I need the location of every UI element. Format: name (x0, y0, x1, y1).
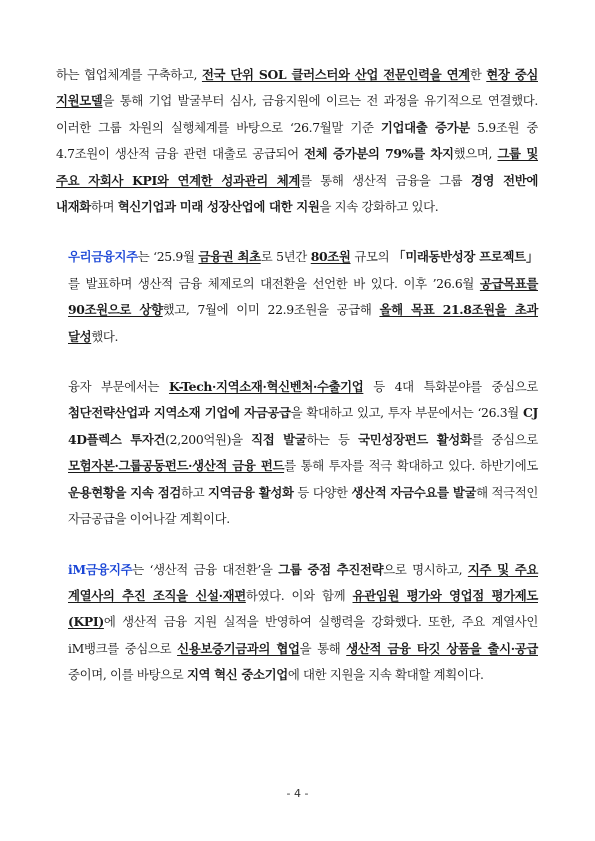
emphasis-span: 유관임원 평가와 영업점 평가제도(KPI) (68, 587, 538, 630)
text-span: 등 다양한 (293, 484, 352, 500)
text-span: 하였다. 이와 함께 (245, 587, 353, 603)
emphasis-span: 국민성장펀드 활성화 (358, 431, 472, 447)
text-span: 으로 명시하고, (383, 561, 468, 577)
emphasis-span: 직접 발굴 (251, 431, 307, 447)
emphasis-span: 생산적 자금수요를 발굴 (351, 484, 477, 500)
text-span: (2,200억원)을 (165, 431, 252, 447)
text-span: 을 지속 강화하고 있다. (319, 199, 439, 215)
company-name: iM금융지주 (68, 561, 133, 577)
text-span: 는 ‘25.9월 (137, 249, 199, 265)
text-span: 규모의 (350, 249, 394, 265)
emphasis-span: 혁신기업과 미래 성장산업에 대한 지원 (117, 199, 320, 215)
emphasis-span: 80조원 (310, 249, 351, 265)
text-span: 에 대한 지원을 지속 확대할 계획이다. (287, 667, 484, 683)
text-span: 5.9조원 중 4.7조원이 생산적 금융 관련 대출로 공급되어 (56, 119, 538, 162)
text-span: 했다. (91, 328, 119, 344)
text-span: 하는 등 (306, 431, 359, 447)
text-span: 융자 부문에서는 (68, 379, 169, 395)
emphasis-span: 신용보증기금과의 협업 (177, 640, 300, 656)
company-name: 우리금융지주 (68, 249, 138, 265)
page-number: - 4 - (286, 787, 309, 800)
paragraph-woori (56, 244, 538, 350)
text-span: 을 통해 (299, 640, 347, 656)
emphasis-span: K-Tech·지역소재·혁신벤처·수출기업 (168, 379, 364, 395)
emphasis-span: 그룹 및 주요 자회사 KPI와 연계한 성과관리 체계 (56, 146, 538, 188)
text-span: 을 확대하고 있고, 투자 부문에서는 ‘26.3월 (290, 405, 523, 421)
text-span: 했으며, (453, 146, 498, 162)
emphasis-span: 올해 목표 21.8조원을 초과 달성 (68, 302, 538, 344)
emphasis-span: CJ 4D플렉스 투자건 (68, 405, 538, 447)
emphasis-span: 현장 중심 지원모델 (56, 67, 538, 109)
text-span: 하는 협업체계를 구축하고, (56, 67, 202, 82)
emphasis-span: 모험자본·그룹공동펀드·생산적 금융 펀드 (68, 458, 285, 474)
paragraph-shinhan (56, 62, 538, 220)
emphasis-span: 생산적 금융 타깃 상품을 출시·공급 (346, 640, 538, 656)
emphasis-span: 전국 단위 SOL 클러스터와 산업 전문인력을 연계 (201, 67, 470, 82)
text-span: 했고, 7월에 이미 22.9조원을 공급해 (162, 302, 380, 318)
emphasis-span: 「미래동반성장 프로젝트」 (393, 249, 538, 265)
emphasis-span: 지주 및 주요 계열사의 추진 조직을 신설·재편 (68, 561, 538, 603)
text-span: 는 ‘생산적 금융 대전환’을 (132, 561, 279, 577)
text-span: 를 통해 투자를 적극 확대하고 있다. 하반기에도 (284, 458, 539, 474)
text-span: 중이며, 이를 바탕으로 (68, 667, 187, 683)
text-span: 하며 (90, 199, 118, 215)
emphasis-span: 그룹 중점 추진전략 (278, 561, 384, 577)
text-span: 를 발표하며 생산적 금융 체제로의 대전환을 선언한 바 있다. 이후 ’26.6월 (68, 275, 480, 291)
emphasis-span: 전체 증가분의 79%를 차지 (304, 146, 454, 162)
text-span: 를 중심으로 (471, 431, 538, 447)
emphasis-span: 공급목표를 90조원으로 상향 (68, 275, 538, 318)
paragraph-im (56, 557, 538, 689)
text-span: 로 5년간 (260, 249, 311, 265)
text-span: 해 적극적인 자금공급을 이어나갈 계획이다. (68, 484, 538, 527)
document-body (56, 62, 538, 689)
emphasis-span: 경영 전반에 내재화 (56, 172, 538, 215)
paragraph-gap (56, 350, 538, 374)
emphasis-span: 운용현황을 지속 점검 (68, 484, 181, 500)
text-span: 등 4대 특화분야를 중심으로 (363, 379, 538, 395)
text-span: 를 통해 생산적 금융을 그룹 (300, 172, 471, 188)
emphasis-span: 기업대출 증가분 (380, 119, 470, 135)
text-span: 을 통해 기업 발굴부터 심사, 금융지원에 이르는 전 과정을 유기적으로 연결했다. 이러한 그룹 차원의 실행체계를 바탕으로 ‘26.7월말 기준 (56, 93, 538, 135)
text-span: 한 (469, 67, 487, 82)
text-span: 에 생산적 금융 지원 실적을 반영하여 실행력을 강화했다. 또한, 주요 계열사인 iM뱅크를 중심으로 (68, 614, 538, 656)
paragraph-gap (56, 220, 538, 244)
text-span: 하고 (180, 484, 209, 500)
emphasis-span: 금융권 최초 (198, 249, 261, 265)
paragraph-loan-investment (56, 374, 538, 532)
emphasis-span: 첨단전략산업과 지역소재 기업에 자금공급 (68, 405, 291, 421)
emphasis-span: 지역금융 활성화 (208, 484, 294, 500)
paragraph-gap (56, 533, 538, 557)
emphasis-span: 지역 혁신 중소기업 (186, 667, 288, 683)
